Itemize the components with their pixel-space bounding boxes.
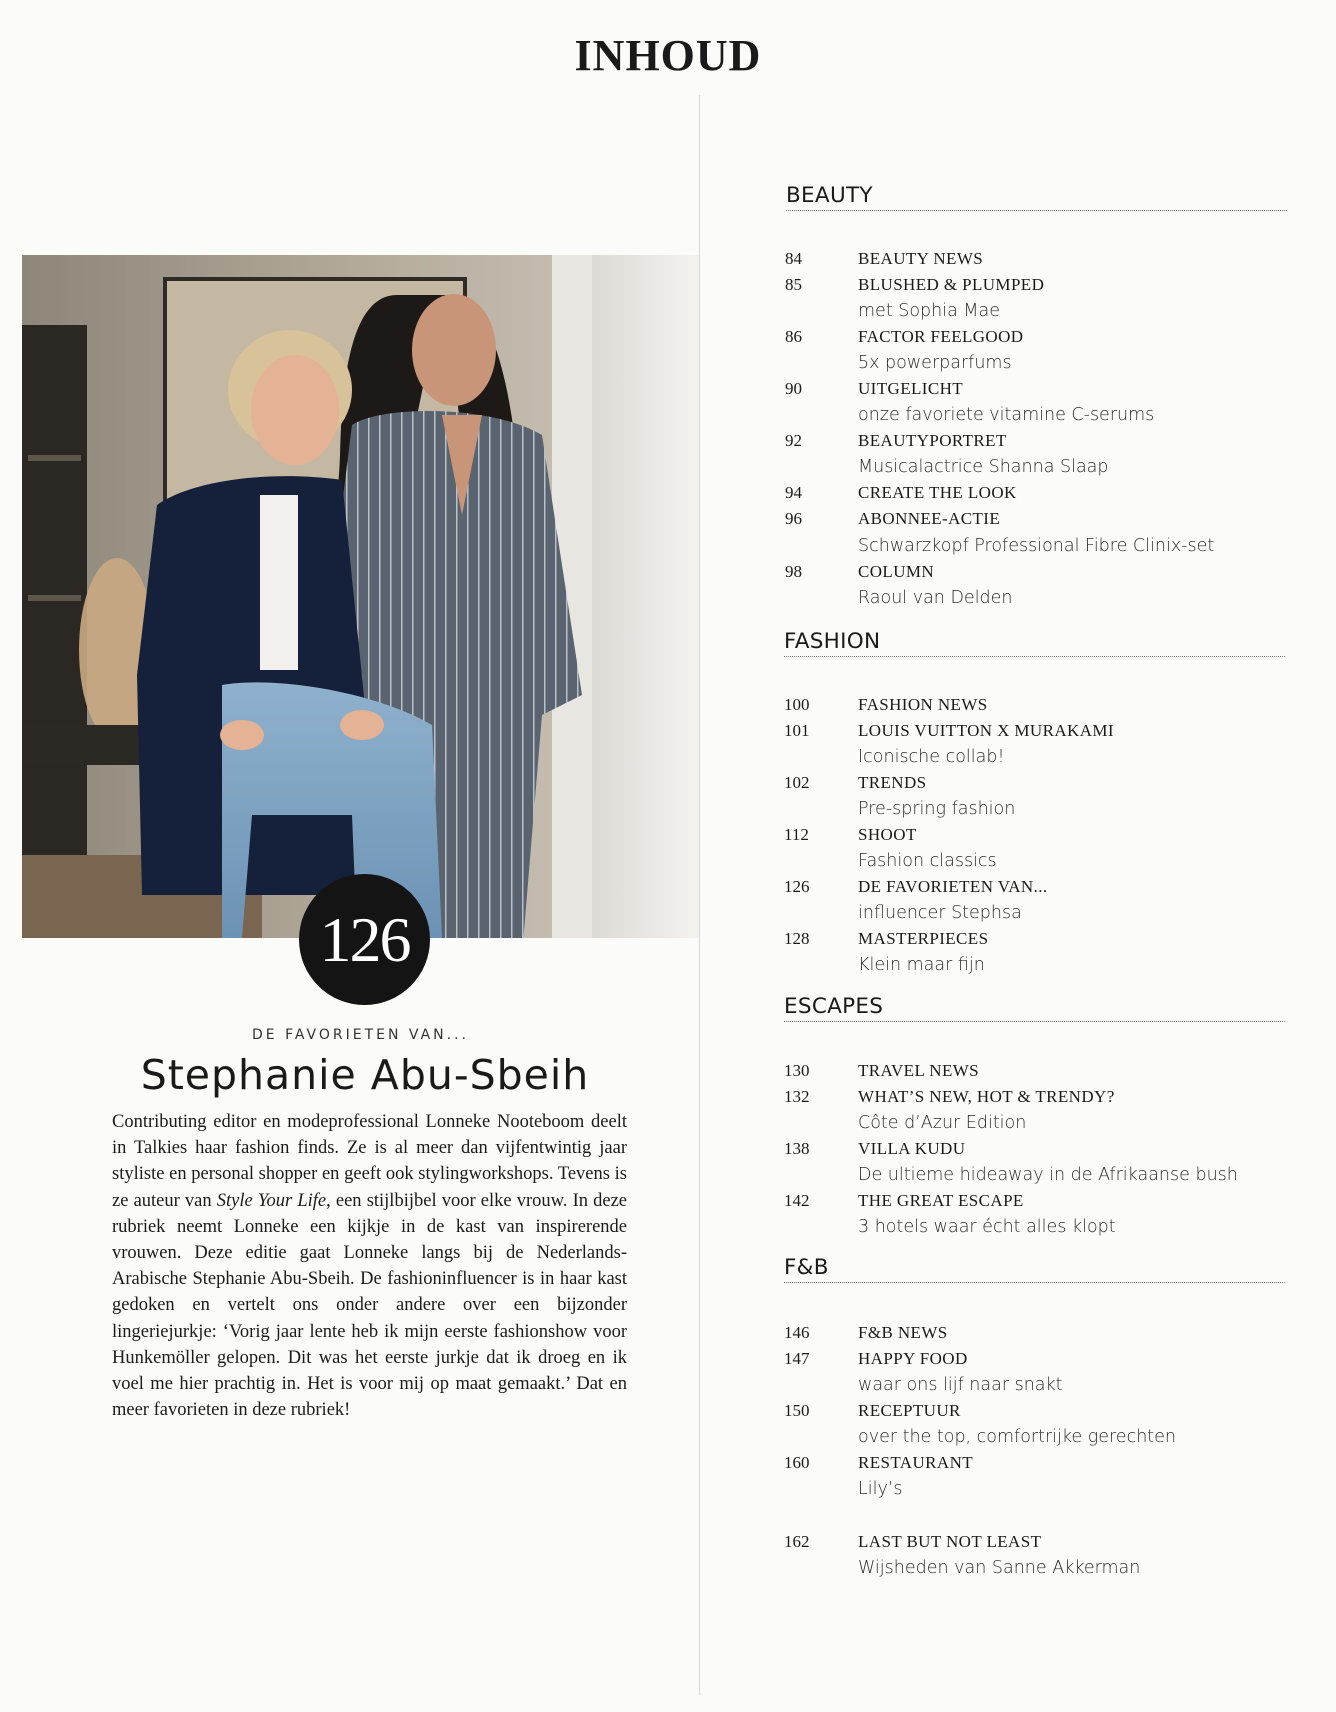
toc-entry-subtitle: Fashion classics bbox=[858, 851, 997, 871]
toc-entry-subtitle: 3 hotels waar écht alles klopt bbox=[858, 1217, 1116, 1237]
toc-entry-subtitle: Pre-spring fashion bbox=[858, 799, 1016, 819]
toc-entry-title: LAST BUT NOT LEAST bbox=[858, 1532, 1042, 1551]
toc-entry-subtitle: Musicalactrice Shanna Slaap bbox=[858, 457, 1109, 477]
toc-entry-subtitle: onze favoriete vitamine C-serums bbox=[858, 405, 1155, 425]
toc-entry-number: 86 bbox=[785, 327, 802, 346]
toc-entry-title: TRENDS bbox=[858, 773, 927, 792]
toc-entry-title: HAPPY FOOD bbox=[858, 1349, 968, 1368]
toc-entry-number: 100 bbox=[784, 695, 810, 714]
page-title: INHOUD bbox=[574, 31, 762, 80]
toc-entry-subtitle: met Sophia Mae bbox=[858, 301, 1000, 321]
section-heading-escapes: ESCAPES bbox=[784, 993, 1285, 1022]
section-heading-beauty: BEAUTY bbox=[786, 182, 1287, 211]
toc-entry-subtitle: Klein maar fijn bbox=[858, 955, 985, 975]
toc-entry-number: 147 bbox=[784, 1349, 810, 1368]
toc-entry-number: 160 bbox=[784, 1453, 810, 1472]
page-number-badge: 126 bbox=[299, 874, 430, 1005]
toc-entry-number: 90 bbox=[785, 379, 802, 398]
toc-entry-title: THE GREAT ESCAPE bbox=[858, 1191, 1024, 1210]
toc-entry-number: 142 bbox=[784, 1191, 810, 1210]
feature-kicker: DE FAVORIETEN VAN... bbox=[252, 1027, 469, 1043]
feature-body-text: Contributing editor en modeprofessional Lonneke Nooteboom deelt in Talkies haar fashion finds. Ze is al meer dan vijfentwintig jaar styliste en personal shopper en geeft ook stylingworkshops. Tevens is ze auteur van bbox=[112, 1112, 627, 1211]
toc-entry-title: RECEPTUUR bbox=[858, 1401, 961, 1420]
toc-entry-number: 96 bbox=[785, 509, 802, 528]
toc-entry-subtitle: over the top, comfortrijke gerechten bbox=[858, 1427, 1177, 1447]
toc-entry-subtitle: Wijsheden van Sanne Akkerman bbox=[858, 1558, 1141, 1578]
toc-entry-subtitle: 5x powerparfums bbox=[858, 353, 1012, 373]
toc-entry-subtitle: Lily’s bbox=[858, 1479, 903, 1499]
toc-entry-subtitle: Iconische collab! bbox=[858, 747, 1005, 767]
toc-entry-number: 126 bbox=[784, 877, 810, 896]
toc-entry-title: RESTAURANT bbox=[858, 1453, 974, 1472]
toc-entry-title: F&B NEWS bbox=[858, 1323, 948, 1342]
toc-entry-title: CREATE THE LOOK bbox=[858, 483, 1017, 502]
toc-entry-title: COLUMN bbox=[858, 562, 935, 581]
section-heading-fashion: FASHION bbox=[784, 628, 1285, 657]
toc-entry-subtitle: Schwarzkopf Professional Fibre Clinix-set bbox=[858, 536, 1215, 556]
toc-entry-title: FASHION NEWS bbox=[858, 695, 988, 714]
toc-entry-title: BLUSHED & PLUMPED bbox=[858, 275, 1045, 294]
book-title: Style Your Life bbox=[216, 1190, 327, 1211]
toc-entry-title: ABONNEE-ACTIE bbox=[858, 509, 1001, 528]
feature-photo bbox=[22, 255, 699, 938]
toc-entry-number: 150 bbox=[784, 1401, 810, 1420]
toc-entry-title: BEAUTYPORTRET bbox=[858, 431, 1007, 450]
page-fold bbox=[699, 95, 700, 1695]
toc-entry-number: 132 bbox=[784, 1087, 810, 1106]
toc-entry-title: BEAUTY NEWS bbox=[858, 249, 984, 268]
toc-entry-title: VILLA KUDU bbox=[858, 1139, 966, 1158]
toc-entry-title: TRAVEL NEWS bbox=[858, 1061, 980, 1080]
toc-entry-number: 94 bbox=[785, 483, 802, 502]
toc-entry-number: 92 bbox=[785, 431, 802, 450]
toc-entry-subtitle: influencer Stephsa bbox=[858, 903, 1022, 923]
toc-entry-title: FACTOR FEELGOOD bbox=[858, 327, 1024, 346]
toc-entry-number: 138 bbox=[784, 1139, 810, 1158]
toc-entry-number: 146 bbox=[784, 1323, 810, 1342]
feature-body-text: , een stijlbijbel voor elke vrouw. In deze rubriek neemt Lonneke een kijkje in de kast van inspirerende vrouwen. Deze editie gaat Lonneke langs bij de Nederlands-Arabische Stephanie Abu-Sbeih. De fashioninfluencer is in haar kast gedoken en vertelt ons onder andere over een bijzonder lingeriejurkje: ‘Vorig jaar lente heb ik mijn eerste fashionshow voor Hunkemöller gelopen. Dit was het eerste jurkje dat ik droeg en ik voel me hier prachtig in. Het is voor mij op maat gemaakt.’ Dat en meer favorieten in deze rubriek! bbox=[112, 1190, 628, 1421]
feature-title: Stephanie Abu-Sbeih bbox=[140, 1051, 590, 1099]
section-heading-fb: F&B bbox=[784, 1254, 1285, 1283]
toc-entry-title: SHOOT bbox=[858, 825, 917, 844]
toc-entry-subtitle: Côte d’Azur Edition bbox=[858, 1113, 1027, 1133]
toc-entry-number: 130 bbox=[784, 1061, 810, 1080]
toc-entry-number: 162 bbox=[784, 1532, 810, 1551]
toc-entry-title: DE FAVORIETEN VAN... bbox=[858, 877, 1048, 896]
toc-entry-subtitle: Raoul van Delden bbox=[858, 588, 1013, 608]
toc-entry-title: LOUIS VUITTON X MURAKAMI bbox=[858, 721, 1114, 740]
toc-entry-subtitle: waar ons lijf naar snakt bbox=[858, 1375, 1063, 1395]
toc-entry-number: 112 bbox=[784, 825, 809, 844]
toc-entry-title: UITGELICHT bbox=[858, 379, 964, 398]
toc-entry-number: 98 bbox=[785, 562, 802, 581]
toc-entry-title: MASTERPIECES bbox=[858, 929, 989, 948]
toc-entry-number: 101 bbox=[784, 721, 810, 740]
toc-entry-number: 85 bbox=[785, 275, 802, 294]
toc-entry-number: 84 bbox=[785, 249, 802, 268]
toc-entry-number: 102 bbox=[784, 773, 810, 792]
feature-body bbox=[112, 1109, 627, 1423]
toc-entry-title: WHAT’S NEW, HOT & TRENDY? bbox=[858, 1087, 1115, 1106]
toc-entry-subtitle: De ultieme hideaway in de Afrikaanse bush bbox=[858, 1165, 1238, 1185]
toc-entry-number: 128 bbox=[784, 929, 810, 948]
